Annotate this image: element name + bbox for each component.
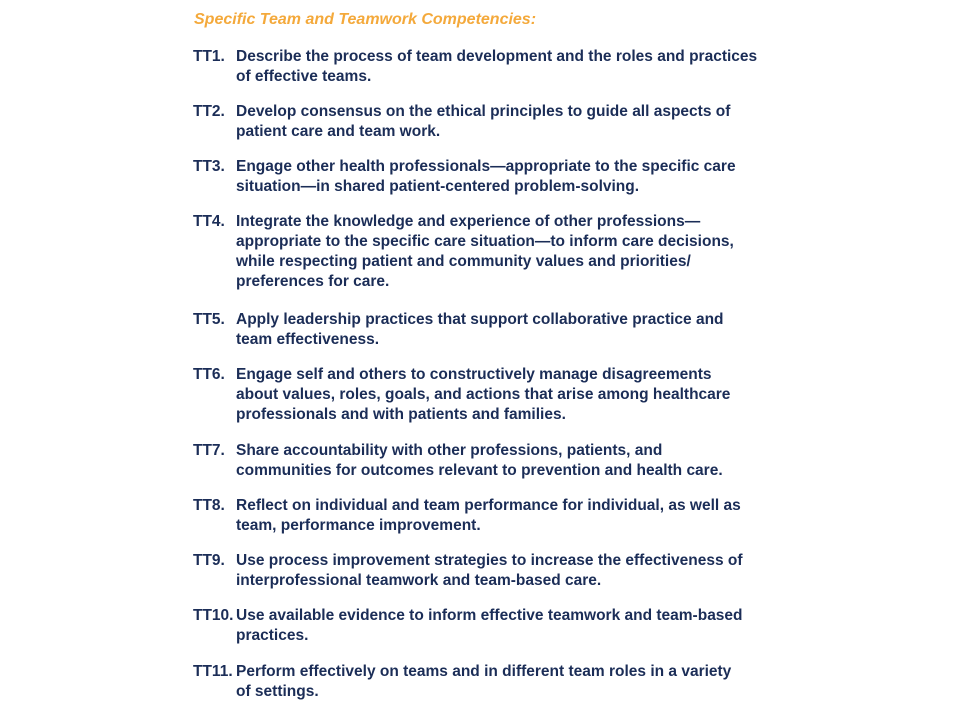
competency-text-line: Engage self and others to constructively manage disagreements: [236, 366, 712, 383]
competency-code: TT6.: [193, 366, 225, 383]
competency-item-tt9: [193, 551, 743, 591]
competency-item-tt4: [193, 212, 734, 292]
competency-text-line: Share accountability with other professions, patients, and: [236, 442, 663, 459]
competency-code: TT1.: [193, 48, 225, 65]
competency-text-line: Use available evidence to inform effective teamwork and team-based: [236, 607, 743, 624]
competency-item-tt2: [193, 102, 730, 142]
competency-text-line: professionals and with patients and families.: [236, 406, 566, 423]
competency-text-line: patient care and team work.: [236, 123, 441, 140]
competency-code: TT11.: [193, 663, 233, 680]
competency-item-tt7: [193, 441, 723, 481]
competency-text-line: practices.: [236, 627, 309, 644]
competency-text-line: while respecting patient and community values and priorities/: [236, 253, 691, 270]
competency-item-tt10: [193, 606, 743, 646]
competency-text-line: team effectiveness.: [236, 331, 380, 348]
competency-item-tt8: [193, 496, 741, 536]
competency-text-line: about values, roles, goals, and actions that arise among healthcare: [236, 386, 731, 403]
competency-text-line: interprofessional teamwork and team-based care.: [236, 572, 602, 589]
competency-text-line: Develop consensus on the ethical principles to guide all aspects of: [236, 103, 731, 120]
competency-item-tt3: [193, 157, 736, 197]
competency-text-line: Engage other health professionals—appropriate to the specific care: [236, 158, 736, 175]
competency-code: TT2.: [193, 103, 225, 120]
competency-text-line: Reflect on individual and team performance for individual, as well as: [236, 497, 741, 514]
competency-item-tt6: [193, 365, 730, 425]
competency-code: TT3.: [193, 158, 225, 175]
competency-text-line: team, performance improvement.: [236, 517, 481, 534]
competency-code: TT7.: [193, 442, 225, 459]
competency-text-line: of effective teams.: [236, 68, 372, 85]
competency-code: TT10.: [193, 607, 234, 624]
competency-item-tt1: [193, 47, 757, 87]
competency-text-line: appropriate to the specific care situation—to inform care decisions,: [236, 233, 734, 250]
competency-text-line: Apply leadership practices that support collaborative practice and: [236, 311, 724, 328]
competency-text-line: Perform effectively on teams and in different team roles in a variety: [236, 663, 732, 680]
competency-item-tt5: [193, 310, 724, 350]
competency-code: TT4.: [193, 213, 225, 230]
competency-text-line: Describe the process of team development and the roles and practices: [236, 48, 758, 65]
competency-text-line: situation—in shared patient-centered problem-solving.: [236, 178, 640, 195]
competency-item-tt11: [193, 662, 731, 702]
competency-code: TT9.: [193, 552, 225, 569]
page-heading: Specific Team and Teamwork Competencies:: [194, 11, 537, 28]
competency-text-line: Use process improvement strategies to increase the effectiveness of: [236, 552, 743, 569]
competency-text-line: of settings.: [236, 683, 319, 700]
competency-text-line: Integrate the knowledge and experience of other professions—: [236, 213, 701, 230]
competency-code: TT5.: [193, 311, 225, 328]
competency-code: TT8.: [193, 497, 225, 514]
competency-text-line: communities for outcomes relevant to prevention and health care.: [236, 462, 723, 479]
competency-text-line: preferences for care.: [236, 273, 390, 290]
